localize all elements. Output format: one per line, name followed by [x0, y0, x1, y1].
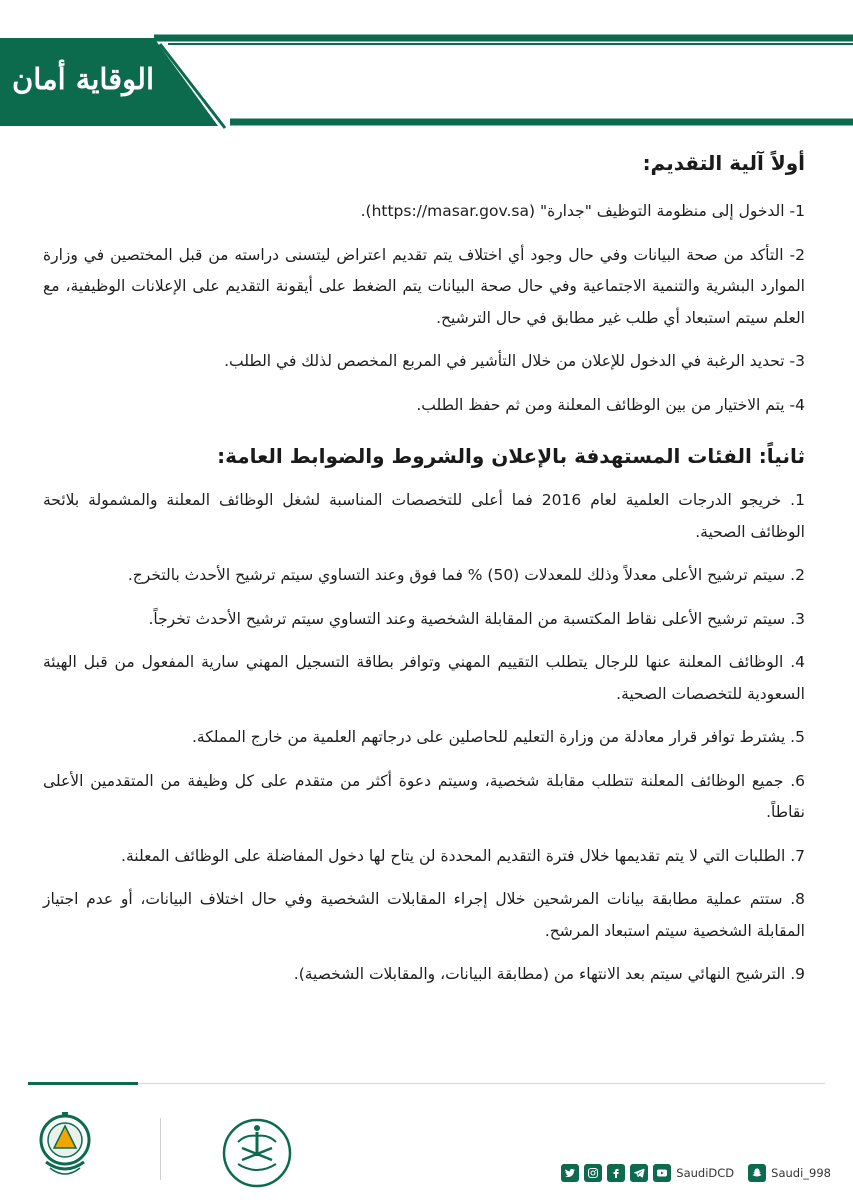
saudi-emblem-icon [218, 1114, 296, 1192]
section2-item-3: 3. سيتم ترشيح الأعلى نقاط المكتسبة من المقابلة الشخصية وعند التساوي سيتم ترشيح الأحدث تخرجاً. [148, 609, 805, 628]
handle-main[interactable]: SaudiDCD [676, 1166, 735, 1180]
section1-title: أولاً آلية التقديم: [642, 151, 805, 175]
instagram-icon[interactable] [584, 1164, 602, 1182]
section1-item-2: 2- التأكد من صحة البيانات وفي حال وجود أي اختلاف يتم تقديم اعتراض ليتسنى دراسته من قبل المختصين في وزارة الموارد البشرية والتنمية الاجتماعية وفي حال صحة البيانات يتم الضغط على أيقونة التقديم على الإعلانات الوظيفية، مع العلم سيتم استبعاد أي طلب غير مطابق في حال الترشيح. [43, 245, 805, 327]
twitter-icon[interactable] [561, 1164, 579, 1182]
item-1-suffix: . [360, 202, 366, 220]
section2-item-9: 9. الترشيح النهائي سيتم بعد الانتهاء من (مطابقة البيانات، والمقابلات الشخصية). [293, 965, 805, 983]
item-1-text: 1- الدخول إلى منظومة التوظيف "جدارة" [535, 202, 805, 220]
facebook-icon[interactable] [607, 1164, 625, 1182]
masar-link[interactable]: (https://masar.gov.sa) [365, 202, 536, 220]
handle-snap[interactable]: Saudi_998 [771, 1166, 831, 1180]
footer [0, 1090, 853, 1200]
snapchat-icon[interactable] [748, 1164, 766, 1182]
section2-item-1: 1. خريجو الدرجات العلمية لعام 2016 فما أعلى للتخصصات المناسبة لشغل الوظائف المعلنة والمشمولة بلائحة الوظائف الصحية. [43, 491, 805, 541]
section1-item-4: 4- يتم الاختيار من بين الوظائف المعلنة ومن ثم حفظ الطلب. [416, 395, 805, 414]
header-banner [0, 0, 853, 130]
footer-separator [160, 1118, 161, 1180]
section1-item-1 [43, 196, 805, 228]
section2-item-6: 6. جميع الوظائف المعلنة تتطلب مقابلة شخصية، وسيتم دعوة أكثر من متقدم على كل وظيفة من المتقدمين الأعلى نقاطاً. [43, 771, 805, 821]
main-content [43, 148, 805, 1003]
section1-item-3: 3- تحديد الرغبة في الدخول للإعلان من خلال التأشير في المربع المخصص لذلك في الطلب. [224, 352, 805, 370]
footer-divider [28, 1083, 825, 1084]
section2-title: ثانياً: الفئات المستهدفة بالإعلان والشروط والضوابط العامة: [217, 444, 805, 468]
civil-defense-seal-icon [32, 1110, 98, 1182]
section2-item-8: 8. ستتم عملية مطابقة بيانات المرشحين خلال إجراء المقابلات الشخصية وفي حال اختلاف البيانات، أو عدم اجتياز المقابلة الشخصية سيتم استبعاد المرشح. [43, 890, 805, 940]
section2-item-2: 2. سيتم ترشيح الأعلى معدلاً وذلك للمعدلات (50) % فما فوق وعند التساوي سيتم ترشيح الأحدث بالتخرج. [127, 566, 805, 584]
section2-item-5: 5. يشترط توافر قرار معادلة من وزارة التعليم للحاصلين على درجاتهم العلمية من خارج المملكة. [191, 728, 805, 746]
brand-logo-text: الوقاية أمان [11, 62, 154, 96]
section2-item-4: 4. الوظائف المعلنة عنها للرجال يتطلب التقييم المهني وتوافر بطاقة التسجيل المهني سارية المفعول من قبل الهيئة السعودية للتخصصات الصحية. [43, 653, 805, 703]
telegram-icon[interactable] [630, 1164, 648, 1182]
social-bar [561, 1162, 831, 1184]
youtube-icon[interactable] [653, 1164, 671, 1182]
section2-item-7: 7. الطلبات التي لا يتم تقديمها خلال فترة التقديم المحددة لن يتاح لها دخول المفاضلة على الوظائف المعلنة. [121, 846, 805, 865]
